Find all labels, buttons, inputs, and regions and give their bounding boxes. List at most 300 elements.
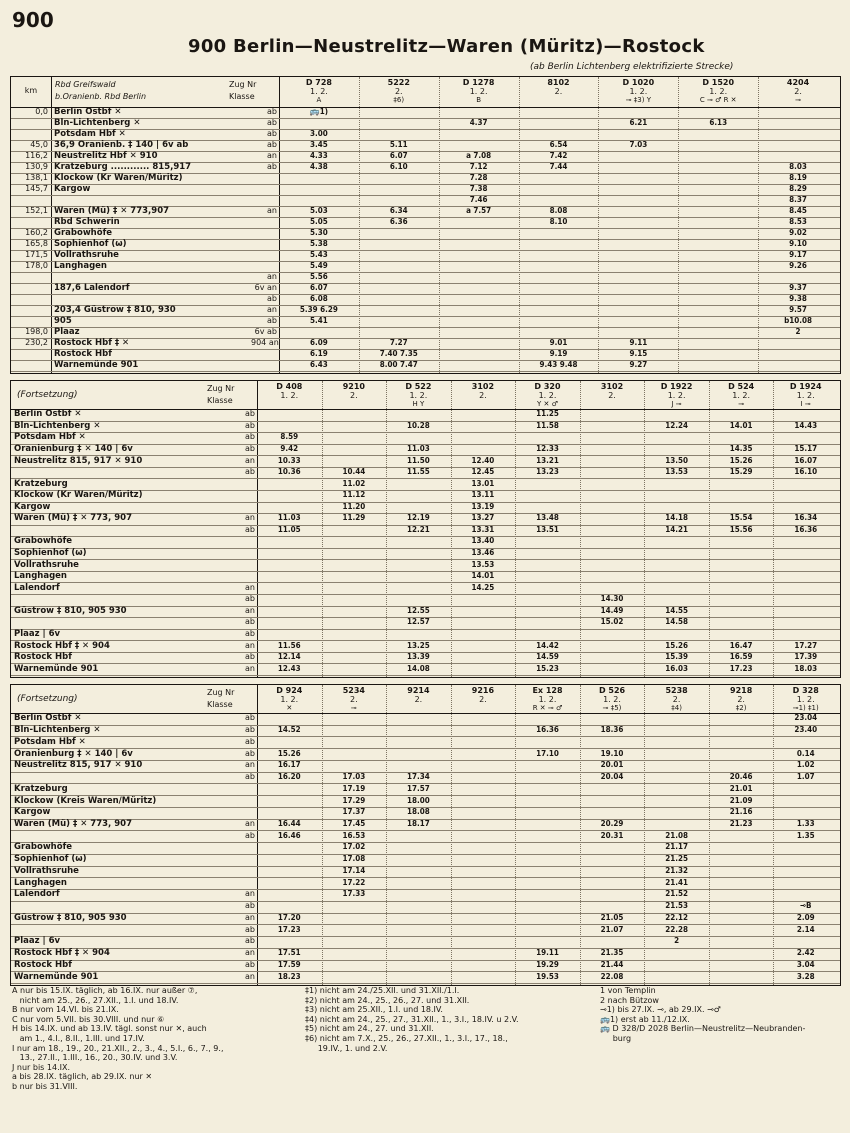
- arr-dep-marker: ab: [245, 524, 255, 534]
- train-time: 16.36: [794, 524, 818, 534]
- train-time: 18.17: [407, 819, 430, 828]
- arr-dep-marker: an: [245, 605, 255, 615]
- train-time: 6.08: [310, 294, 328, 303]
- train-time: 15.56: [729, 524, 753, 534]
- train-time: 21.52: [665, 889, 688, 899]
- train-time: 14.52: [277, 725, 301, 735]
- continuation-label: (Fortsetzung): [17, 694, 78, 704]
- train-time: 6.07: [389, 151, 408, 160]
- train-time: 9.37: [789, 283, 807, 292]
- arr-dep-marker: an: [245, 819, 255, 828]
- train-time: 5.43: [310, 250, 328, 259]
- footnote: B nur vom 14.VI. bis 21.IX.: [12, 1005, 119, 1015]
- train-time: 6.10: [389, 162, 408, 171]
- train-time: 16.47: [729, 640, 753, 650]
- train-time: 1.02: [796, 760, 815, 770]
- km-value: 130,9: [25, 162, 48, 171]
- km-value: 145,7: [25, 184, 48, 193]
- train-number: D 524: [728, 382, 755, 391]
- train-time: 9.10: [789, 239, 807, 248]
- train-mark: I ⊸: [800, 400, 811, 408]
- train-class: 1. 2.: [796, 695, 815, 704]
- train-time: 11.56: [277, 640, 301, 650]
- station-name: Potsdam Hbf ✕: [54, 129, 126, 139]
- train-time: 17.10: [536, 748, 559, 758]
- km-value: 0,0: [35, 107, 48, 116]
- train-time: 14.18: [665, 513, 688, 523]
- train-time: 11.02: [342, 478, 366, 488]
- train-time: 7.28: [469, 173, 488, 182]
- train-time: 7.12: [469, 162, 488, 171]
- train-number: D 320: [534, 382, 561, 391]
- station-name: Potsdam Hbf ✕: [14, 736, 86, 747]
- train-mark: ‡6): [393, 96, 405, 104]
- train-time: 18.00: [407, 795, 430, 805]
- train-time: 21.35: [600, 948, 624, 958]
- train-time: 17.57: [407, 783, 430, 793]
- train-time: 6.19: [310, 349, 328, 358]
- train-time: 21.17: [665, 842, 688, 852]
- train-time: 14.01: [471, 571, 495, 581]
- train-time: 15.26: [277, 748, 301, 758]
- train-time: 5.30: [310, 228, 328, 237]
- train-time: b10.08: [784, 316, 813, 325]
- station-name: Vollrathsruhe: [14, 559, 79, 570]
- train-time: 11.05: [277, 524, 301, 534]
- train-time: 21.25: [665, 854, 688, 864]
- train-mark: ‡4): [671, 704, 682, 712]
- station-name: Potsdam Hbf ✕: [14, 432, 86, 443]
- train-time: 18.03: [794, 663, 818, 673]
- station-name: Oranienburg ‡ ✕ 140 | 6v: [14, 443, 133, 454]
- train-number: 3102: [600, 382, 624, 391]
- subtitle: (ab Berlin Lichtenberg elektrifizierte Strecke): [530, 62, 734, 72]
- station-name: Warnemünde 901: [14, 971, 99, 982]
- station-name: Warnemünde 901: [54, 360, 139, 370]
- station-name: Rbd Schwerin: [54, 217, 120, 227]
- train-time: 5.03: [310, 206, 328, 215]
- train-class: 1. 2.: [538, 695, 557, 704]
- station-name: Vollrathsruhe: [54, 250, 119, 260]
- footnote: ‡2) nicht am 24., 25., 26., 27. und 31.XII.: [305, 995, 470, 1005]
- footnotes-numbered: [305, 986, 519, 1053]
- arr-dep-marker: ab: [267, 162, 277, 171]
- train-time: 10.33: [277, 455, 301, 465]
- train-time: 15.54: [729, 513, 753, 523]
- zug-nr-label: Zug Nr: [229, 80, 257, 89]
- arr-dep-marker: 6v an: [254, 283, 277, 292]
- train-time: 19.11: [536, 948, 559, 958]
- train-time: 1.35: [796, 830, 815, 840]
- train-time: 3.00: [310, 129, 328, 138]
- arr-dep-marker: an: [245, 948, 255, 958]
- train-mark: Y ✕ ♂: [537, 400, 558, 408]
- train-time: 11.12: [342, 490, 366, 500]
- timetable-block: [10, 76, 841, 374]
- train-number: 5222: [387, 78, 410, 87]
- station-name: Bln-Lichtenberg ✕: [14, 725, 101, 736]
- train-number: 3102: [471, 382, 495, 391]
- train-mark: ⊸: [795, 96, 801, 104]
- station-name: Bln-Lichtenberg ✕: [54, 118, 141, 128]
- arr-dep-marker: ab: [245, 959, 255, 969]
- arr-dep-marker: ab: [245, 924, 255, 934]
- block-header: [11, 381, 840, 410]
- arr-dep-marker: an: [267, 206, 277, 215]
- station-name: Grabowhöfe: [14, 536, 73, 547]
- train-number: D 328: [792, 686, 819, 695]
- train-time: 9.42: [280, 443, 299, 453]
- train-mark: ⊸ ‡5): [602, 704, 622, 712]
- arr-dep-marker: ab: [245, 736, 255, 746]
- train-time: 14.21: [665, 524, 688, 534]
- arr-dep-marker: ab: [245, 617, 255, 627]
- train-time: 12.24: [665, 420, 688, 430]
- train-time: 10.28: [407, 420, 430, 430]
- arr-dep-marker: ab: [245, 936, 255, 946]
- arr-dep-marker: ab: [245, 772, 255, 782]
- station-name: Lalendorf: [14, 582, 60, 593]
- arr-dep-marker: ab: [245, 594, 255, 604]
- footnote: I nur am 18., 19., 20., 21.XII., 2., 3., 4., 5.I., 6., 7., 9.,: [12, 1043, 224, 1053]
- train-time: 5.41: [310, 316, 328, 325]
- train-time: 14.35: [729, 443, 753, 453]
- train-class: 1. 2.: [469, 87, 488, 96]
- train-number: 9216: [471, 686, 495, 695]
- train-time: 17.29: [342, 795, 366, 805]
- train-time: 16.46: [277, 830, 301, 840]
- train-time: 17.03: [342, 772, 366, 782]
- train-time: 9.02: [789, 228, 807, 237]
- train-time: 7.42: [549, 151, 568, 160]
- train-time: 20.04: [600, 772, 624, 782]
- train-number: D 924: [276, 686, 303, 695]
- train-time: 23.04: [794, 713, 818, 723]
- train-time: 20.01: [600, 760, 624, 770]
- train-time: 11.50: [407, 455, 430, 465]
- arr-dep-marker: ab: [245, 713, 255, 723]
- footnote: 19.IV., 1. und 2.V.: [305, 1043, 388, 1053]
- footnote: ‡6) nicht am 7.X., 25., 26., 27.XII., 1., 3.I., 17., 18.,: [305, 1033, 508, 1043]
- train-time: 8.45: [789, 206, 807, 215]
- train-time: 19.29: [536, 959, 559, 969]
- train-time: 3.04: [796, 959, 815, 969]
- arr-dep-marker: an: [245, 640, 255, 650]
- station-name: Grabowhöfe: [54, 228, 113, 238]
- train-time: 5.38: [310, 239, 328, 248]
- train-mark: ‡2): [735, 704, 747, 712]
- train-time: 4.37: [469, 118, 488, 127]
- arr-dep-marker: ab: [267, 294, 277, 303]
- page-number: 900: [12, 8, 54, 32]
- train-time: 8.03: [789, 162, 807, 171]
- train-time: 17.08: [342, 854, 366, 864]
- train-number: 5234: [342, 686, 365, 695]
- train-class: 1. 2.: [310, 87, 328, 96]
- train-time: 18.23: [277, 971, 301, 981]
- train-number: D 522: [405, 382, 432, 391]
- station-name: Plaaz | 6v: [14, 629, 61, 640]
- train-time: 13.25: [407, 640, 430, 650]
- train-time: 8.59: [280, 432, 299, 442]
- train-time: 11.58: [536, 420, 559, 430]
- footnote: 13., 27.II., 1.III., 16., 20., 30.IV. und 3.V.: [12, 1053, 178, 1063]
- continuation-label: (Fortsetzung): [17, 390, 78, 400]
- train-mark: J ⊸: [671, 400, 682, 408]
- train-time: 13.53: [665, 467, 688, 477]
- arr-dep-marker: ab: [267, 140, 277, 149]
- km-value: 178,0: [25, 261, 48, 270]
- train-time: ⊸B: [799, 901, 812, 911]
- station-name: Berlin Ostbf ✕: [14, 713, 82, 724]
- train-time: 9.01: [549, 338, 568, 347]
- train-time: 11.03: [277, 513, 301, 523]
- train-time: 13.40: [471, 536, 495, 546]
- footnote: ‡3) nicht am 25.XII., 1.I. und 18.IV.: [305, 1005, 443, 1015]
- train-time: 13.31: [471, 524, 495, 534]
- footnote: ‡1) nicht am 24./25.XII. und 31.XII./1.I.: [305, 986, 460, 995]
- train-time: 13.23: [536, 467, 559, 477]
- footnote: a bis 28.IX. täglich, ab 29.IX. nur ✕: [12, 1072, 153, 1082]
- train-time: 13.11: [471, 490, 495, 500]
- train-time: 6.07: [310, 283, 328, 292]
- train-mark: B: [476, 96, 482, 104]
- station-name: Waren (Mü) ‡ ✕ 773, 907: [14, 513, 132, 524]
- train-time: 11.29: [342, 513, 366, 523]
- train-mark: ⊸: [350, 704, 357, 712]
- station-name: Kratzeburg: [14, 478, 68, 489]
- station-name: Warnemünde 901: [14, 663, 99, 674]
- train-time: 14.08: [407, 663, 430, 673]
- train-time: 9.57: [789, 305, 807, 314]
- station-name: Sophienhof (ω): [14, 548, 87, 559]
- train-time: 17.22: [342, 877, 366, 887]
- station-name: Rostock Hbf ‡ ✕ 904: [14, 640, 110, 651]
- train-time: 16.53: [342, 830, 366, 840]
- train-class: 1. 2.: [667, 391, 686, 400]
- train-class: 1. 2.: [629, 87, 648, 96]
- station-name: Klockow (Kr Waren/Müritz): [54, 173, 183, 183]
- station-name: Rostock Hbf: [14, 959, 72, 970]
- arr-dep-marker: ab: [245, 901, 255, 911]
- train-time: 21.41: [665, 877, 688, 887]
- train-mark: R ✕ ⊸ ♂: [532, 704, 563, 712]
- train-time: 21.23: [729, 819, 753, 828]
- train-time: 17.34: [407, 772, 430, 782]
- station-name: Güstrow ‡ 810, 905 930: [14, 912, 127, 923]
- train-time: 2: [674, 936, 680, 946]
- train-number: 5238: [665, 686, 688, 695]
- train-time: 6.21: [629, 118, 648, 127]
- train-time: 9.11: [629, 338, 648, 347]
- train-time: 7.40 7.35: [379, 349, 418, 358]
- train-class: 2.: [794, 87, 802, 96]
- train-time: 5.11: [389, 140, 408, 149]
- train-time: 17.39: [794, 652, 818, 662]
- train-mark: ⊸: [738, 400, 745, 408]
- train-number: D 1520: [702, 78, 735, 87]
- station-name: 203,4 Güstrow ‡ 810, 930: [54, 305, 176, 315]
- km-value: 198,0: [25, 327, 48, 336]
- train-time: 21.08: [665, 830, 688, 840]
- arr-dep-marker: ab: [267, 316, 277, 325]
- train-class: 2.: [479, 391, 487, 400]
- station-name: Klockow (Kreis Waren/Müritz): [14, 795, 157, 806]
- train-class: 2.: [608, 391, 616, 400]
- train-time: 14.43: [794, 420, 818, 430]
- train-time: 9.15: [629, 349, 648, 358]
- train-time: 21.53: [665, 901, 688, 911]
- train-time: 23.40: [794, 725, 818, 735]
- arr-dep-marker: an: [267, 305, 277, 314]
- train-time: 6.43: [310, 360, 328, 369]
- footnote: ‡5) nicht am 24., 27. und 31.XII.: [305, 1024, 434, 1034]
- train-time: 14.49: [600, 605, 624, 615]
- timetable-block: [10, 380, 841, 678]
- block-header: [11, 685, 840, 714]
- train-time: 17.23: [729, 663, 753, 673]
- train-time: 4.33: [310, 151, 328, 160]
- train-time: 17.20: [277, 912, 301, 922]
- footnote: ⊸1) bis 27.IX. ⊸, ab 29.IX. ⊸♂: [600, 1005, 721, 1015]
- station-name: Rostock Hbf: [14, 652, 72, 663]
- train-class: 1. 2.: [280, 391, 299, 400]
- train-mark: A: [316, 96, 322, 104]
- km-value: 160,2: [25, 228, 48, 237]
- train-class: 2.: [737, 695, 745, 704]
- train-time: 20.46: [729, 772, 753, 782]
- km-value: 45,0: [30, 140, 48, 149]
- footnotes-symbols: [600, 986, 805, 1044]
- train-class: 2.: [350, 695, 358, 704]
- train-number: D 728: [305, 78, 332, 87]
- train-time: 7.44: [549, 162, 568, 171]
- klasse-label: Klasse: [207, 700, 233, 709]
- train-time: 19.53: [536, 971, 559, 981]
- train-time: 12.45: [471, 467, 495, 477]
- train-time: 13.46: [471, 548, 495, 558]
- arr-dep-marker: ab: [245, 830, 255, 840]
- train-time: 16.17: [277, 760, 301, 770]
- arr-dep-marker: an: [245, 582, 255, 592]
- footnote: 1 von Templin: [600, 986, 656, 995]
- klasse-label: Klasse: [207, 396, 233, 405]
- footnote: b nur bis 31.VIII.: [12, 1081, 78, 1091]
- footnote: nicht am 25., 26., 27.XII., 1.I. und 18.IV.: [12, 995, 179, 1005]
- arr-dep-marker: ab: [267, 118, 277, 127]
- train-time: 8.08: [549, 206, 568, 215]
- train-time: 2.09: [796, 912, 815, 922]
- train-class: 2.: [350, 391, 358, 400]
- arr-dep-marker: ab: [245, 432, 255, 442]
- train-time: 3.28: [796, 971, 815, 981]
- train-class: 2.: [414, 695, 423, 704]
- train-class: 2.: [672, 695, 681, 704]
- km-value: 138,1: [25, 173, 48, 182]
- arr-dep-marker: an: [245, 455, 255, 465]
- train-time: 9.19: [549, 349, 568, 358]
- arr-dep-marker: ab: [245, 629, 255, 639]
- train-mark: C ⊸ ♂ R ✕: [699, 96, 737, 104]
- train-time: 17.33: [342, 889, 366, 899]
- train-time: 9.27: [629, 360, 648, 369]
- train-time: 2.14: [796, 924, 815, 934]
- station-name: Kargow: [14, 501, 51, 512]
- train-time: 17.02: [342, 842, 366, 852]
- train-number: D 1020: [622, 78, 655, 87]
- station-name: Langhagen: [54, 261, 107, 271]
- train-time: 7.38: [469, 184, 488, 193]
- train-time: 15.26: [665, 640, 688, 650]
- train-time: 0.14: [796, 748, 815, 758]
- train-time: 14.55: [665, 605, 688, 615]
- arr-dep-marker: 6v ab: [254, 327, 277, 336]
- train-time: 22.28: [665, 924, 688, 934]
- train-class: 2.: [554, 87, 563, 96]
- train-number: D 526: [598, 686, 626, 695]
- train-number: D 408: [276, 382, 303, 391]
- train-time: 16.03: [665, 663, 688, 673]
- train-time: 4.38: [310, 162, 328, 171]
- train-time: 14.59: [536, 652, 559, 662]
- station-name: Berlin Ostbf ✕: [54, 107, 122, 117]
- station-name: Sophienhof (ω): [54, 239, 127, 249]
- train-number: 4204: [786, 78, 810, 87]
- train-mark: H Y: [412, 400, 425, 408]
- train-time: 21.07: [600, 924, 624, 934]
- train-time: 12.40: [471, 455, 495, 465]
- train-time: 6.09: [310, 338, 328, 347]
- train-time: 15.23: [536, 663, 559, 673]
- train-time: 6.34: [389, 206, 408, 215]
- arr-dep-marker: an: [245, 912, 255, 922]
- footnote: C nur vom 5.VII. bis 30.VIII. und nur ⑥: [12, 1014, 165, 1024]
- train-time: 14.58: [665, 617, 688, 627]
- km-value: 116,2: [25, 151, 48, 160]
- arr-dep-marker: an: [245, 663, 255, 673]
- train-time: 21.32: [665, 865, 688, 875]
- page-title: 900 Berlin—Neustrelitz—Waren (Müritz)—Rostock: [188, 36, 705, 57]
- station-name: Kratzeburg: [14, 783, 68, 794]
- klasse-label: Klasse: [229, 92, 255, 101]
- train-time: 13.39: [407, 652, 430, 662]
- arr-dep-marker: an: [245, 889, 255, 899]
- station-name: Klockow (Kr Waren/Müritz): [14, 490, 143, 501]
- train-time: 13.19: [471, 501, 495, 511]
- train-time: 12.55: [407, 605, 430, 615]
- train-time: 11.03: [407, 443, 430, 453]
- train-time: 21.09: [729, 795, 753, 805]
- train-number: 9218: [730, 686, 753, 695]
- train-number: 9214: [407, 686, 430, 695]
- train-time: 3.45: [310, 140, 328, 149]
- station-name: Neustrelitz 815, 917 ✕ 910: [14, 760, 143, 771]
- train-class: 1. 2.: [409, 391, 428, 400]
- train-time: 2: [795, 327, 801, 336]
- train-class: 1. 2.: [280, 695, 299, 704]
- station-name: Rostock Hbf: [54, 349, 112, 359]
- train-time: 17.27: [794, 640, 818, 650]
- footnotes-letters: [12, 986, 223, 1092]
- train-time: 16.59: [729, 652, 753, 662]
- arr-dep-marker: ab: [245, 443, 255, 453]
- train-time: 14.30: [600, 594, 624, 604]
- footnote: J nur bis 14.IX.: [12, 1062, 70, 1072]
- train-time: 9.17: [789, 250, 807, 259]
- train-number: D 1278: [462, 78, 495, 87]
- train-time: 9.26: [789, 261, 807, 270]
- footnote: 2 nach Bützow: [600, 995, 659, 1005]
